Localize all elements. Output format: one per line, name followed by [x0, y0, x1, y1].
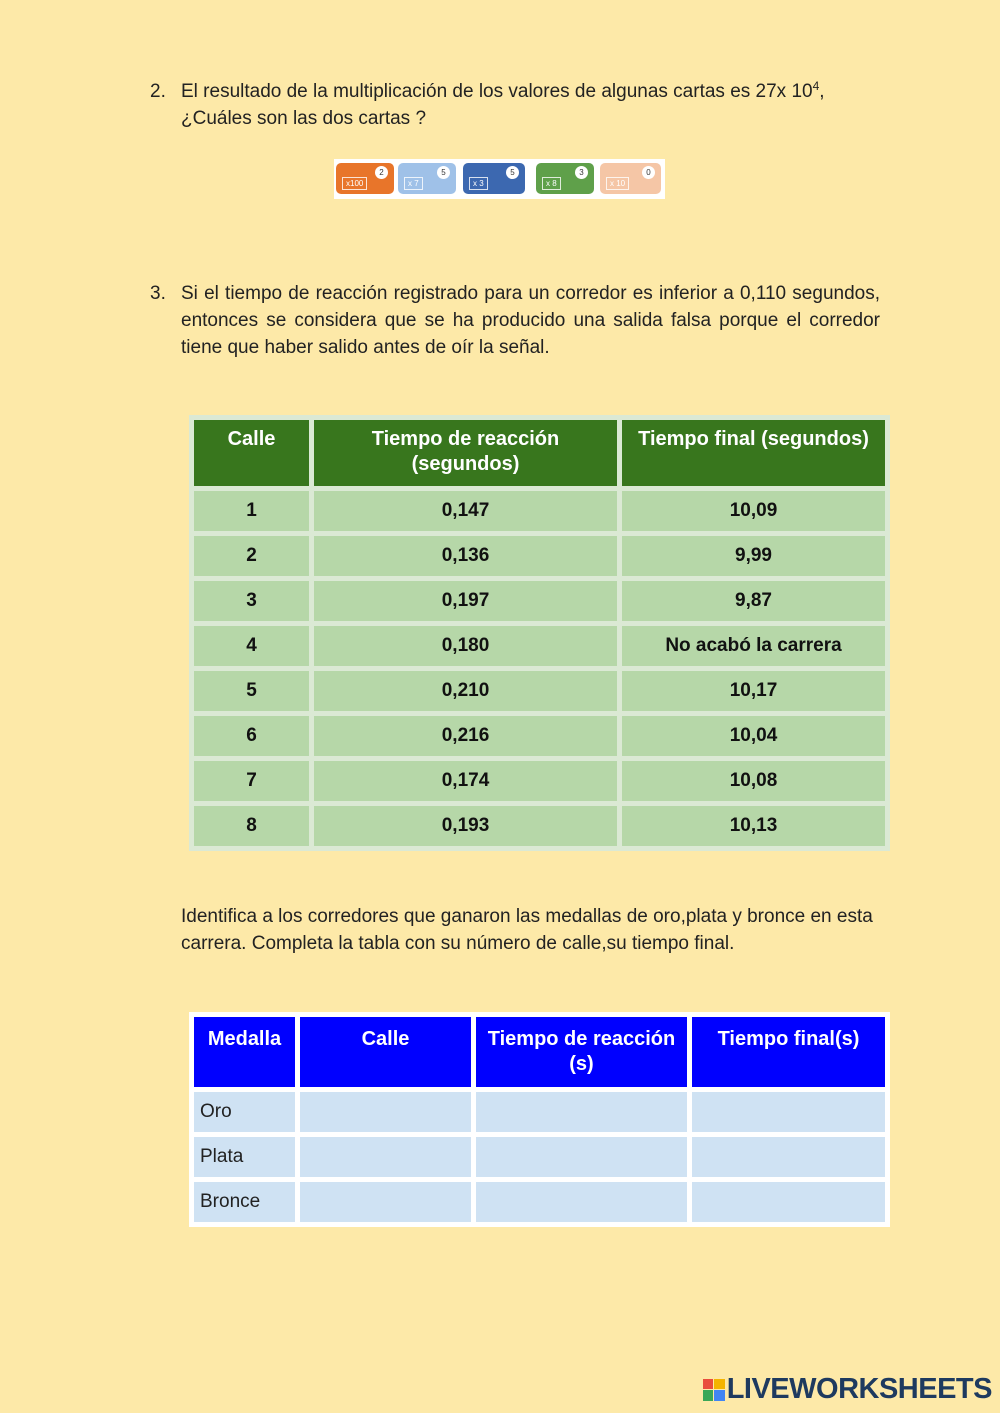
answer-cell[interactable] — [692, 1092, 885, 1132]
card-x8[interactable] — [536, 163, 594, 194]
table-row — [194, 491, 885, 531]
table-row — [194, 806, 885, 846]
answer-cell[interactable] — [300, 1092, 471, 1132]
column-header: Tiempo de reacción (segundos) — [314, 420, 617, 486]
card-badge: 2 — [375, 166, 388, 179]
cell: 1 — [194, 491, 309, 531]
card-badge: 5 — [437, 166, 450, 179]
column-header: Calle — [300, 1017, 471, 1087]
question-number: 3. — [150, 283, 166, 304]
cell: 10,08 — [622, 761, 885, 801]
table-row — [194, 581, 885, 621]
medal-label: Plata — [194, 1137, 295, 1177]
logo-text: LIVEWORKSHEETS — [726, 1373, 992, 1405]
card-x7[interactable] — [398, 163, 456, 194]
card-x100[interactable] — [336, 163, 394, 194]
card-label: x100 — [342, 177, 367, 190]
answer-cell[interactable] — [476, 1137, 687, 1177]
table-row — [194, 536, 885, 576]
cell: 0,193 — [314, 806, 617, 846]
answer-cell[interactable] — [300, 1182, 471, 1222]
table-row — [194, 716, 885, 756]
question-3 — [150, 280, 880, 361]
table-row — [194, 671, 885, 711]
card-badge: 0 — [642, 166, 655, 179]
answer-cell[interactable] — [692, 1182, 885, 1222]
cell: 5 — [194, 671, 309, 711]
card-badge: 3 — [575, 166, 588, 179]
cell: 6 — [194, 716, 309, 756]
card-label: x 8 — [542, 177, 561, 190]
cell: 0,174 — [314, 761, 617, 801]
exponent: 4 — [812, 79, 820, 93]
medal-table — [189, 1012, 890, 1227]
question-text: El resultado de la multiplicación de los valores de algunas cartas es 27x $10^4$, ¿Cuáles son las dos cartas ? — [181, 79, 825, 129]
cell: 3 — [194, 581, 309, 621]
cell: 0,197 — [314, 581, 617, 621]
medal-label: Oro — [194, 1092, 295, 1132]
table-row — [194, 1137, 885, 1177]
answer-cell[interactable] — [300, 1137, 471, 1177]
question-2 — [150, 78, 880, 132]
cell: 10,04 — [622, 716, 885, 756]
question-text: Si el tiempo de reacción registrado para un corredor es inferior a 0,110 segundos, entonces se considera que se ha producido una salida falsa porque el corredor tiene que haber salido antes de oír la señal. — [181, 283, 880, 358]
answer-cell[interactable] — [692, 1137, 885, 1177]
column-header: Calle — [194, 420, 309, 486]
column-header: Tiempo de reacción (s) — [476, 1017, 687, 1087]
instruction-text: Identifica a los corredores que ganaron las medallas de oro,plata y bronce en esta carrera. Completa la tabla con su número de calle,su tiempo final. — [181, 906, 873, 954]
cell: 10,09 — [622, 491, 885, 531]
question-number: 2. — [150, 81, 166, 102]
answer-cell[interactable] — [476, 1182, 687, 1222]
answer-cell[interactable] — [476, 1092, 687, 1132]
cell: 0,147 — [314, 491, 617, 531]
cell: 0,136 — [314, 536, 617, 576]
card-x10[interactable] — [600, 163, 661, 194]
cell: 10,13 — [622, 806, 885, 846]
table-row — [194, 626, 885, 666]
cell: 4 — [194, 626, 309, 666]
table-row — [194, 1182, 885, 1222]
medal-label: Bronce — [194, 1182, 295, 1222]
cell: 2 — [194, 536, 309, 576]
cell: 0,210 — [314, 671, 617, 711]
table-row — [194, 761, 885, 801]
card-x3[interactable] — [463, 163, 525, 194]
cell: 10,17 — [622, 671, 885, 711]
cell: 8 — [194, 806, 309, 846]
cell: 9,87 — [622, 581, 885, 621]
card-label: x 3 — [469, 177, 488, 190]
liveworksheets-logo — [703, 1373, 992, 1406]
column-header: Tiempo final(s) — [692, 1017, 885, 1087]
card-label: x 10 — [606, 177, 629, 190]
column-header: Tiempo final (segundos) — [622, 420, 885, 486]
card-label: x 7 — [404, 177, 423, 190]
card-badge: 5 — [506, 166, 519, 179]
cell: 7 — [194, 761, 309, 801]
cell: 9,99 — [622, 536, 885, 576]
cards-strip — [334, 159, 665, 199]
column-header: Medalla — [194, 1017, 295, 1087]
cell: 0,180 — [314, 626, 617, 666]
race-table — [189, 415, 890, 851]
cell: No acabó la carrera — [622, 626, 885, 666]
logo-icon — [703, 1379, 725, 1401]
cell: 0,216 — [314, 716, 617, 756]
table-row — [194, 1092, 885, 1132]
